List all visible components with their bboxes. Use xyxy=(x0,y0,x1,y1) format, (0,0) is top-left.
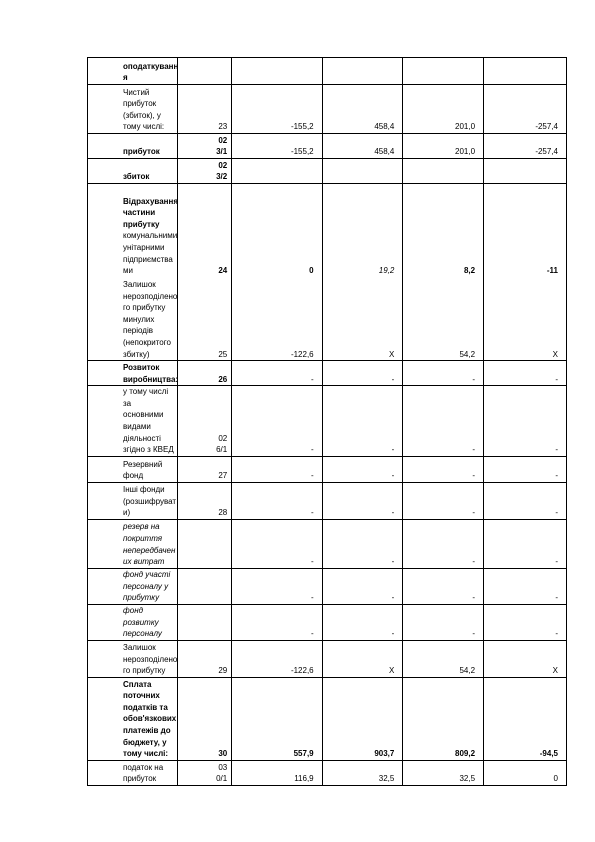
row-code: 03 0/1 xyxy=(178,760,232,785)
row-value-3: 201,0 xyxy=(403,134,484,159)
row-code: 02 3/1 xyxy=(178,134,232,159)
row-label: фонд участі персоналу у прибутку xyxy=(88,568,178,604)
row-label: податок на прибуток xyxy=(88,760,178,785)
row-value-1 xyxy=(232,159,322,184)
row-label: фонд розвитку персоналу xyxy=(88,604,178,640)
row-value-4: - xyxy=(484,519,567,568)
row-code: 30 xyxy=(178,677,232,760)
row-value-1: -155,2 xyxy=(232,85,322,134)
table-row xyxy=(88,677,567,760)
row-value-1: 557,9 xyxy=(232,677,322,760)
row-value-1: - xyxy=(232,568,322,604)
table-row xyxy=(88,134,567,159)
row-value-4 xyxy=(484,159,567,184)
row-value-1: - xyxy=(232,456,322,482)
row-value-3: - xyxy=(403,568,484,604)
row-value-2: 903,7 xyxy=(322,677,403,760)
row-value-2: 458,4 xyxy=(322,85,403,134)
row-value-3: 8,2 xyxy=(403,184,484,277)
row-value-2: - xyxy=(322,604,403,640)
row-label: Сплата поточних податків та обов'язкових платежів до бюджету, у тому числі: xyxy=(88,677,178,760)
row-code: 25 xyxy=(178,277,232,361)
table-row xyxy=(88,456,567,482)
row-value-4: Х xyxy=(484,277,567,361)
row-value-1: -122,6 xyxy=(232,640,322,677)
row-label-normal: комунальними унітарними підприємства ми xyxy=(123,231,178,276)
row-value-2: 19,2 xyxy=(322,184,403,277)
row-label: у тому числі за основними видами діяльності згідно з КВЕД xyxy=(88,386,178,457)
row-value-3 xyxy=(403,159,484,184)
row-value-1: - xyxy=(232,604,322,640)
row-code xyxy=(178,604,232,640)
row-code xyxy=(178,568,232,604)
table-row xyxy=(88,159,567,184)
row-value-4: -257,4 xyxy=(484,85,567,134)
row-value-3: - xyxy=(403,482,484,519)
row-label: Інші фонди (розшифруват и) xyxy=(88,482,178,519)
row-value-4: Х xyxy=(484,640,567,677)
row-label: Залишок нерозподілено го прибутку xyxy=(88,640,178,677)
row-code: 27 xyxy=(178,456,232,482)
row-code xyxy=(178,58,232,85)
row-value-4: 0 xyxy=(484,760,567,785)
row-value-3: 809,2 xyxy=(403,677,484,760)
row-value-4: -257,4 xyxy=(484,134,567,159)
row-label: Розвиток виробництва: xyxy=(88,361,178,386)
row-value-3: 201,0 xyxy=(403,85,484,134)
row-value-4: - xyxy=(484,386,567,457)
row-value-3: 54,2 xyxy=(403,277,484,361)
row-label: оподаткуванн я xyxy=(88,58,178,85)
row-label: прибуток xyxy=(88,134,178,159)
row-value-3: - xyxy=(403,519,484,568)
row-code: 29 xyxy=(178,640,232,677)
table-row xyxy=(88,568,567,604)
row-value-1: -155,2 xyxy=(232,134,322,159)
table-row xyxy=(88,58,567,85)
row-value-1: 116,9 xyxy=(232,760,322,785)
row-code: 23 xyxy=(178,85,232,134)
row-value-3: - xyxy=(403,456,484,482)
row-value-4: - xyxy=(484,361,567,386)
row-code: 02 3/2 xyxy=(178,159,232,184)
table-row xyxy=(88,604,567,640)
financial-report-table xyxy=(87,57,567,786)
row-value-2: - xyxy=(322,361,403,386)
row-value-2: 32,5 xyxy=(322,760,403,785)
row-value-3: - xyxy=(403,386,484,457)
row-value-4: -11 xyxy=(484,184,567,277)
row-value-4: - xyxy=(484,604,567,640)
row-code xyxy=(178,519,232,568)
row-value-3 xyxy=(403,58,484,85)
row-value-1 xyxy=(232,58,322,85)
row-label: Чистий прибуток (збиток), у тому числі: xyxy=(88,85,178,134)
row-value-1: 0 xyxy=(232,184,322,277)
row-code: 02 6/1 xyxy=(178,386,232,457)
row-value-1: - xyxy=(232,386,322,457)
table-row xyxy=(88,519,567,568)
row-value-4: - xyxy=(484,482,567,519)
row-value-2: - xyxy=(322,568,403,604)
row-value-2: 458,4 xyxy=(322,134,403,159)
row-value-1: - xyxy=(232,482,322,519)
row-value-1: - xyxy=(232,519,322,568)
row-label: збиток xyxy=(88,159,178,184)
row-value-2 xyxy=(322,58,403,85)
table-row xyxy=(88,277,567,361)
table-row xyxy=(88,184,567,277)
row-label: Залишок нерозподілено го прибутку минулих періодів (непокритого збитку) xyxy=(88,277,178,361)
table-row xyxy=(88,760,567,785)
row-value-1: - xyxy=(232,361,322,386)
row-value-2: Х xyxy=(322,277,403,361)
row-code: 26 xyxy=(178,361,232,386)
row-label-bold: Відрахування частини прибутку xyxy=(123,196,179,229)
row-value-3: 54,2 xyxy=(403,640,484,677)
row-value-3: 32,5 xyxy=(403,760,484,785)
table-row xyxy=(88,640,567,677)
row-value-2: - xyxy=(322,482,403,519)
table-row xyxy=(88,482,567,519)
row-value-4 xyxy=(484,58,567,85)
row-value-1: -122,6 xyxy=(232,277,322,361)
row-value-4: - xyxy=(484,568,567,604)
table-row xyxy=(88,386,567,457)
row-value-3: - xyxy=(403,604,484,640)
row-value-3: - xyxy=(403,361,484,386)
row-label: Резервний фонд xyxy=(88,456,178,482)
row-label xyxy=(88,184,178,277)
row-code: 24 xyxy=(178,184,232,277)
row-value-2: - xyxy=(322,386,403,457)
row-label: резерв на покриття непередбачен их витрат xyxy=(88,519,178,568)
row-value-2: - xyxy=(322,456,403,482)
table-row xyxy=(88,85,567,134)
row-value-2 xyxy=(322,159,403,184)
row-value-2: Х xyxy=(322,640,403,677)
row-code: 28 xyxy=(178,482,232,519)
row-value-4: -94,5 xyxy=(484,677,567,760)
table-row xyxy=(88,361,567,386)
row-value-4: - xyxy=(484,456,567,482)
row-value-2: - xyxy=(322,519,403,568)
